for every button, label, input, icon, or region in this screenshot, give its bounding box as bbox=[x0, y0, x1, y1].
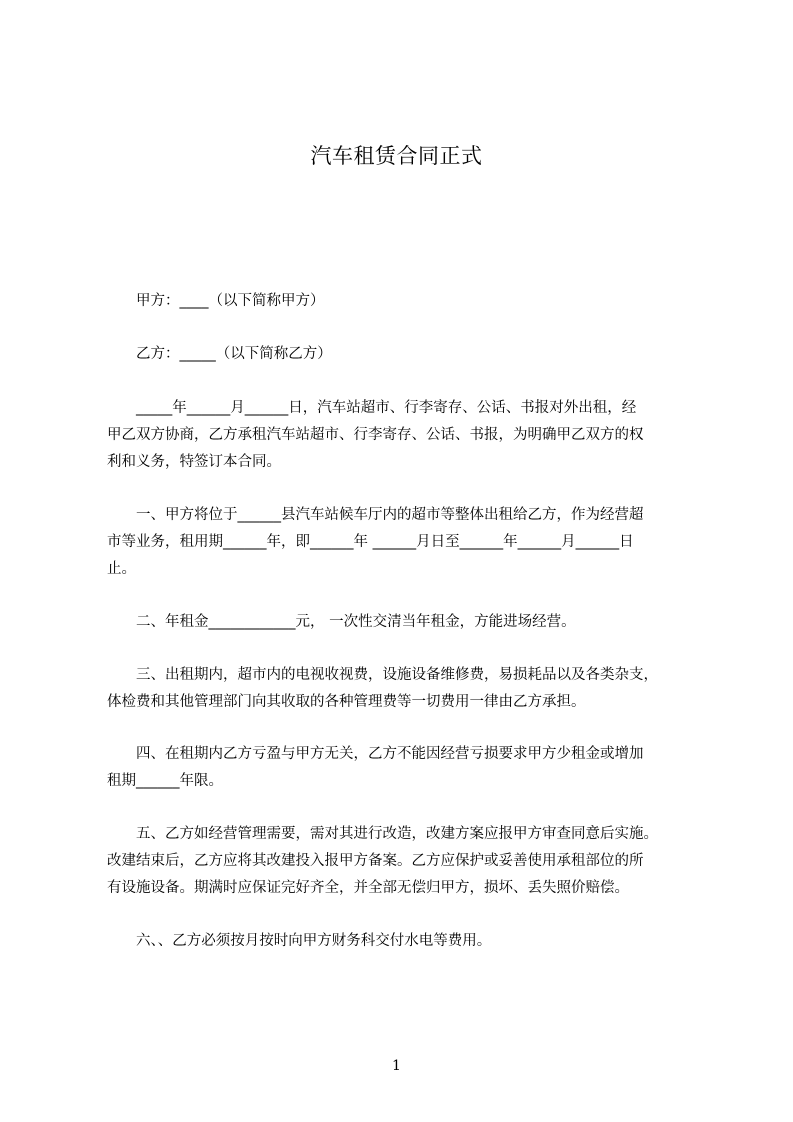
party-a-line: 甲方：____（以下简称甲方） bbox=[136, 293, 325, 309]
document-title: 汽车租赁合同正式 bbox=[310, 144, 483, 168]
page-number: 1 bbox=[392, 1058, 401, 1074]
paragraph-line: 二、年租金____________元， 一次性交清当年租金，方能进场经营。 bbox=[136, 614, 576, 630]
paragraph-line: 三、出租期内，超市内的电视收视费，设施设备维修费，易损耗品以及各类杂支， bbox=[136, 667, 658, 683]
paragraph-line: 市等业务，租用期______年，即______年 ______月日至______年______月______日 bbox=[107, 534, 634, 550]
paragraph-line: 一、甲方将位于______县汽车站候车厅内的超市等整体出租给乙方，作为经营超 bbox=[136, 507, 644, 523]
paragraph-line: 利和义务，特签订本合同。 bbox=[107, 454, 281, 470]
paragraph-line: 止。 bbox=[107, 561, 136, 577]
paragraph-line: 有设施设备。期满时应保证完好齐全，并全部无偿归甲方，损坏、丢失照价赔偿。 bbox=[107, 880, 629, 896]
paragraph-line: 四、在租期内乙方亏盈与甲方无关，乙方不能因经营亏损要求甲方少租金或增加 bbox=[136, 746, 644, 762]
paragraph-line: 五、乙方如经营管理需要，需对其进行改造，改建方案应报甲方审查同意后实施。 bbox=[136, 826, 658, 842]
party-b-line: 乙方：_____（以下简称乙方） bbox=[136, 346, 332, 362]
paragraph-line: 租期______年限。 bbox=[107, 773, 223, 789]
paragraph-line: 甲乙双方协商，乙方承租汽车站超市、行李寄存、公话、书报，为明确甲乙双方的权 bbox=[107, 427, 644, 443]
paragraph-line: 六、、乙方必须按月按时向甲方财务科交付水电等费用。 bbox=[136, 933, 492, 949]
paragraph-line: 改建结束后，乙方应将其改建投入报甲方备案。乙方应保护或妥善使用承租部位的所 bbox=[107, 853, 644, 869]
paragraph-line: 体检费和其他管理部门向其收取的各种管理费等一切费用一律由乙方承担。 bbox=[107, 694, 586, 710]
paragraph-line: _____年______月______日，汽车站超市、行李寄存、公话、书报对外出租，经 bbox=[136, 400, 637, 416]
